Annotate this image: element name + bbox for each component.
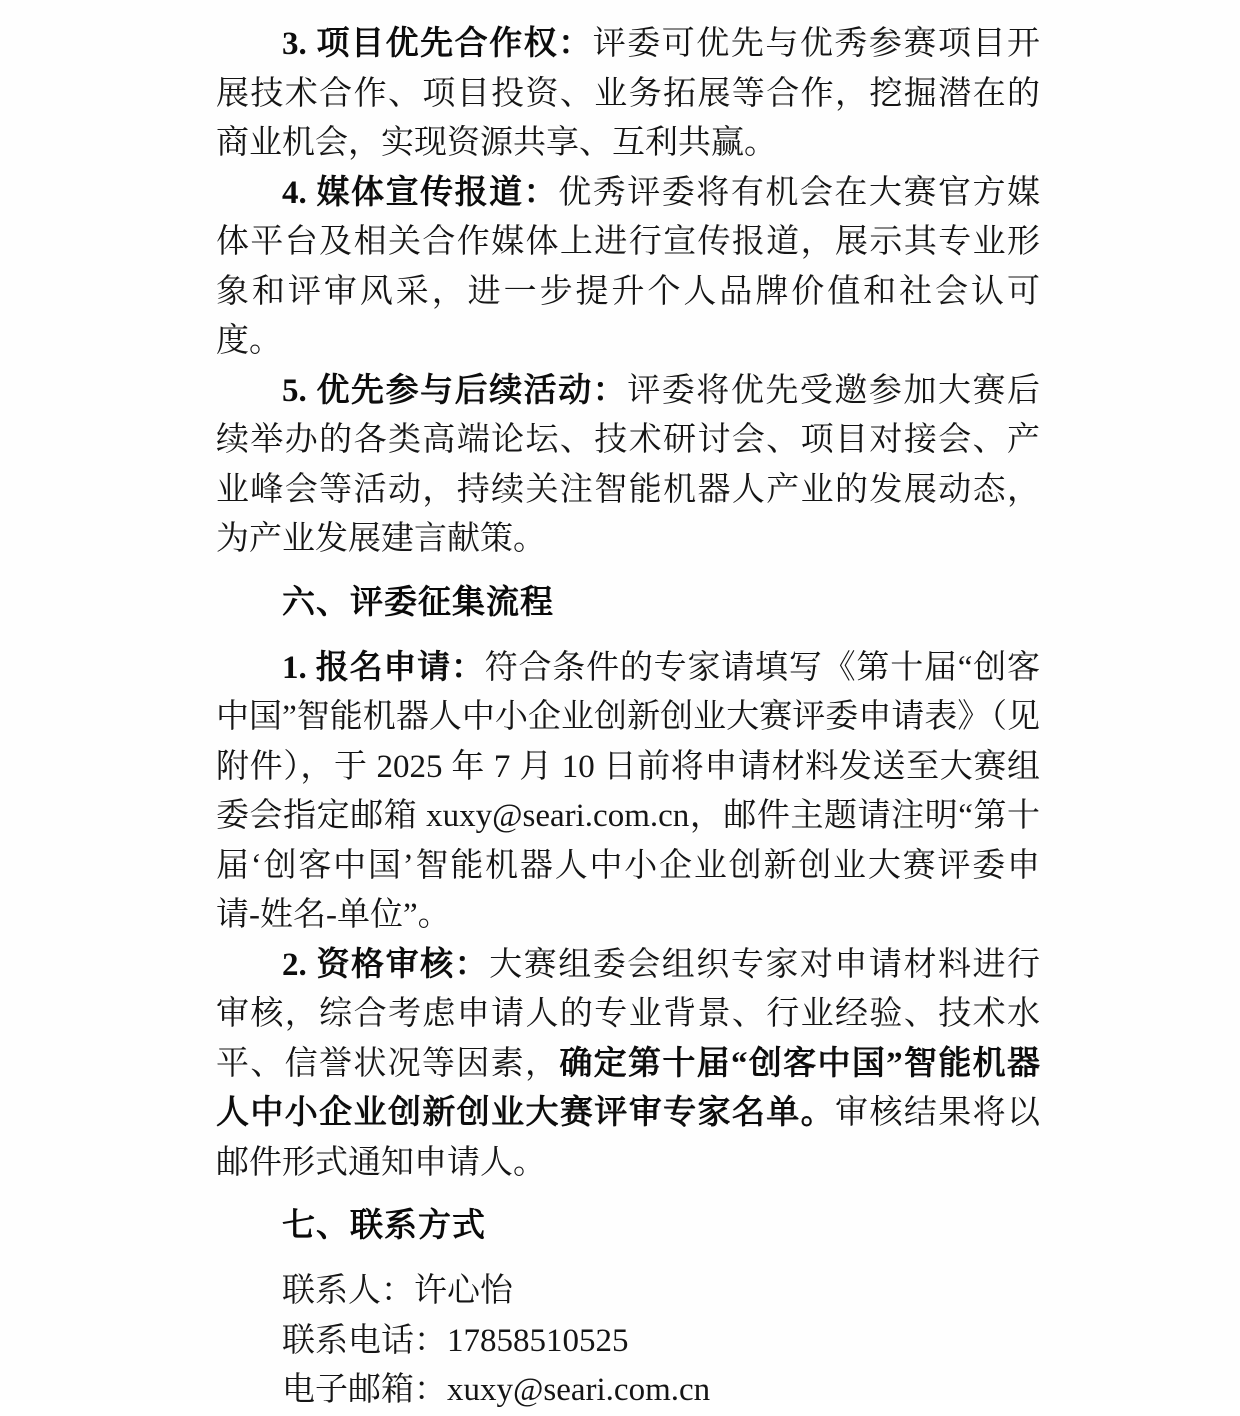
contact-line: 联系电话：17858510525 bbox=[282, 1322, 629, 1359]
text-run: 符合条件的专家请填写《第十届“创客中国”智能机器人中小企业创新创业大赛评委申请表》（见附件），于 2025 年 7 月 10 日前将申请材料发送至大赛组委会指定邮箱 xuxy@seari.com.cn，邮件主题请注明“第十届‘创客中国’智能机器人中小企业创新创业大赛评委申请-姓名-单位”。 bbox=[216, 649, 1040, 933]
contact-line: 联系人：许心怡 bbox=[282, 1273, 513, 1309]
text-run: 评委可优先与优秀参赛项目开展技术合作、项目投资、业务拓展等合作，挖掘潜在的商业机会，实现资源共享、互利共赢。 bbox=[216, 26, 1041, 161]
paragraph bbox=[216, 20, 1040, 169]
text-run: 优秀评委将有机会在大赛官方媒体平台及相关合作媒体上进行宣传报道，展示其专业形象和评审风采，进一步提升个人品牌价值和社会认可度。 bbox=[216, 174, 1041, 359]
paragraph bbox=[216, 367, 1040, 565]
text-run: 评委将优先受邀参加大赛后续举办的各类高端论坛、技术研讨会、项目对接会、产业峰会等活动，持续关注智能机器人产业的发展动态，为产业发展建言献策。 bbox=[216, 372, 1041, 557]
contact-line: 电子邮箱：xuxy@seari.com.cn bbox=[282, 1372, 711, 1408]
paragraph bbox=[216, 644, 1040, 941]
paragraph bbox=[216, 169, 1040, 367]
text-run: 大赛组委会组织专家对申请材料进行审核，综合考虑申请人的专业背景、行业经验、技术水平、信誉状况等因素， bbox=[216, 946, 1041, 1082]
bold-text-run: 确定第十届“创客中国”智能机器人中小企业创新创业大赛评审专家名单。 bbox=[216, 1045, 1041, 1131]
section-heading: 六、评委征集流程 bbox=[282, 582, 554, 620]
bold-text-run: 4. 媒体宣传报道： bbox=[282, 174, 559, 211]
bold-text-run: 2. 资格审核： bbox=[282, 946, 490, 983]
bold-text-run: 5. 优先参与后续活动： bbox=[282, 372, 628, 409]
document-body bbox=[216, 20, 1040, 1416]
section-heading: 七、联系方式 bbox=[282, 1206, 486, 1243]
text-run: 审核结果将以邮件形式通知申请人。 bbox=[216, 1095, 1041, 1181]
bold-text-run: 3. 项目优先合作权： bbox=[282, 26, 593, 62]
bold-text-run: 1. 报名申请： bbox=[282, 649, 485, 686]
paragraph bbox=[216, 941, 1040, 1189]
